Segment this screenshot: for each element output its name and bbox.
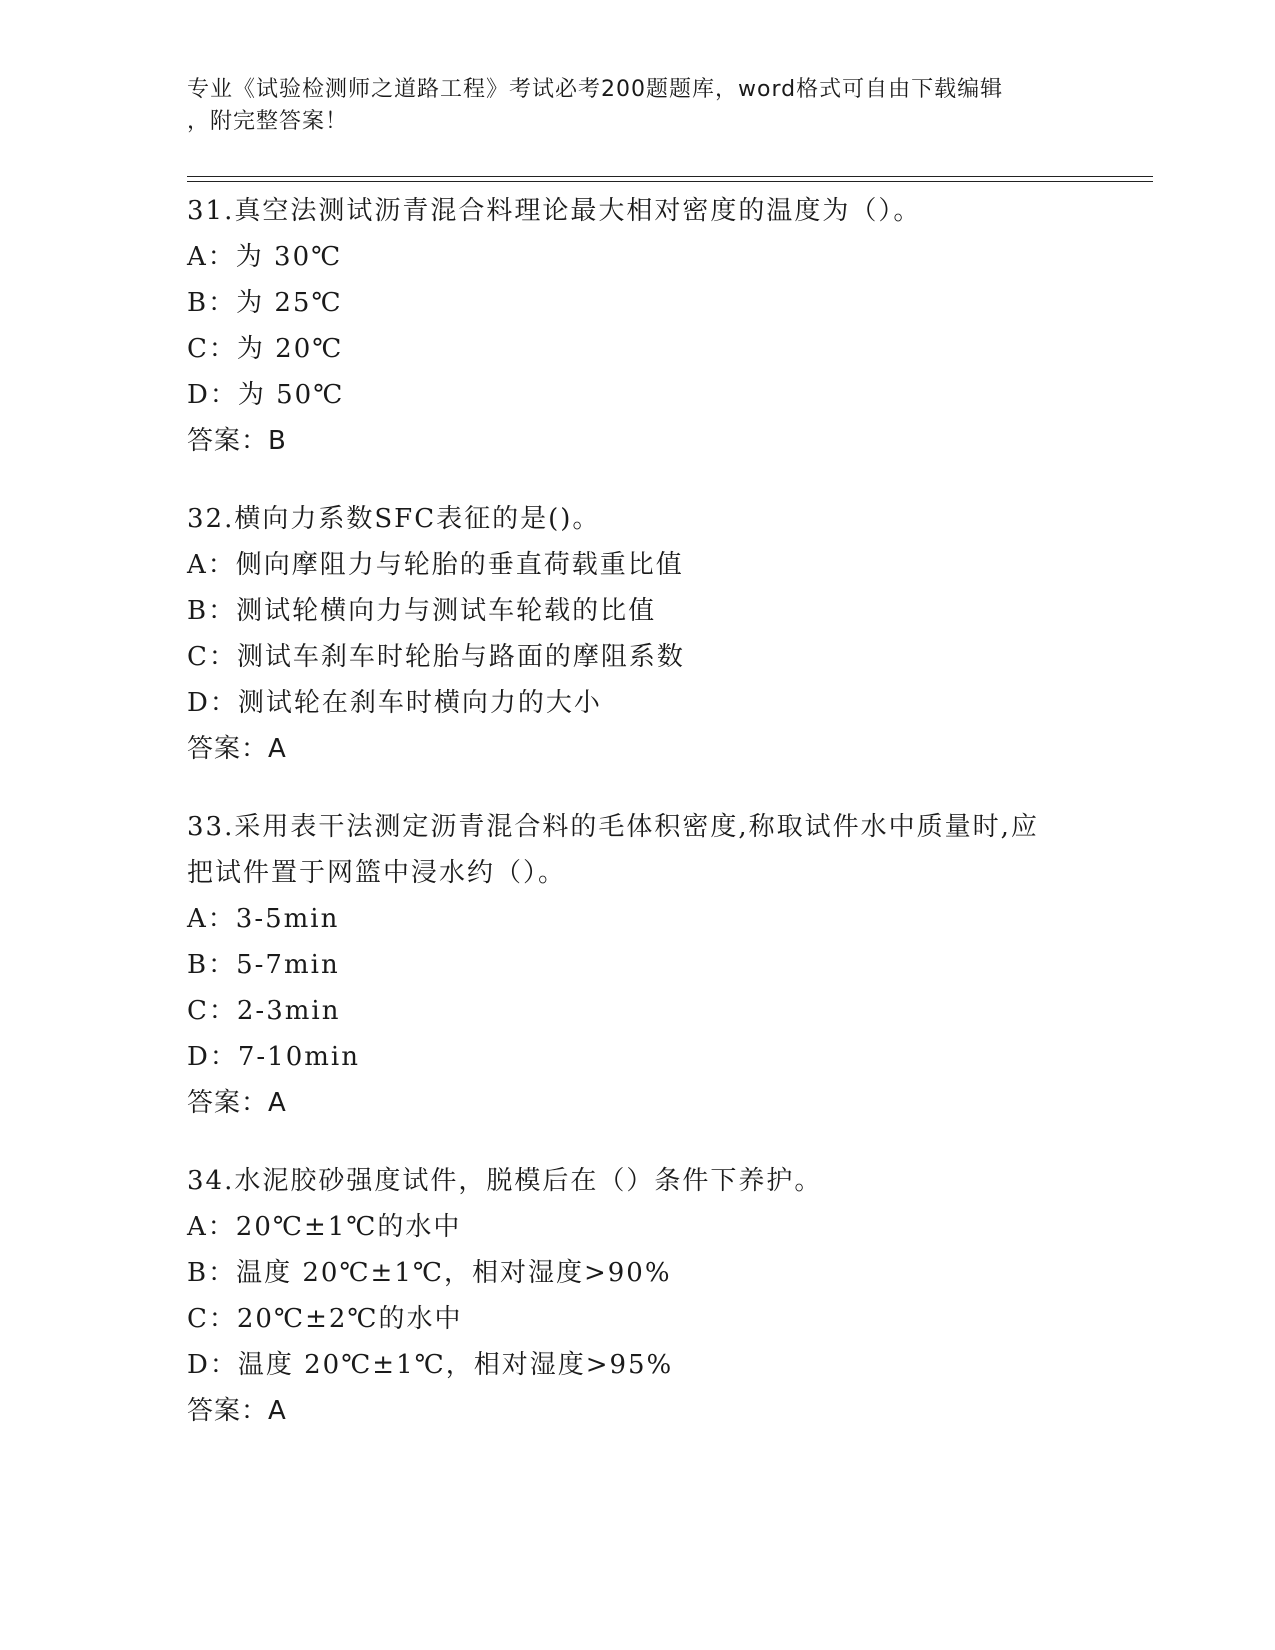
option-c: C：为 20℃ xyxy=(187,334,344,364)
option-c: C：测试车刹车时轮胎与路面的摩阻系数 xyxy=(187,642,685,672)
question-title: 31.真空法测试沥青混合料理论最大相对密度的温度为（）。 xyxy=(187,196,922,226)
option-d: D：测试轮在刹车时横向力的大小 xyxy=(187,688,602,718)
question-31 xyxy=(187,188,1087,464)
question-title: 33.采用表干法测定沥青混合料的毛体积密度,称取试件水中质量时,应 xyxy=(187,812,1039,842)
answer: 答案：A xyxy=(187,1396,287,1426)
question-33 xyxy=(187,804,1087,1126)
question-title: 34.水泥胶砂强度试件，脱模后在（）条件下养护。 xyxy=(187,1166,823,1196)
question-34 xyxy=(187,1158,1087,1434)
header-line-1: 专业《试验检测师之道路工程》考试必考200题题库，word格式可自由下载编辑 xyxy=(187,77,1004,102)
option-c: C：2-3min xyxy=(187,996,341,1026)
option-a: A：为 30℃ xyxy=(187,242,343,272)
option-b: B：测试轮横向力与测试车轮载的比值 xyxy=(187,596,657,626)
option-d: D：为 50℃ xyxy=(187,380,345,410)
answer: 答案：A xyxy=(187,734,287,764)
answer: 答案：A xyxy=(187,1088,287,1118)
header-line-2: ，附完整答案！ xyxy=(187,109,349,134)
option-a: A：侧向摩阻力与轮胎的垂直荷载重比值 xyxy=(187,550,684,580)
option-d: D：温度 20℃±1℃，相对湿度>95% xyxy=(187,1350,674,1380)
option-c: C：20℃±2℃的水中 xyxy=(187,1304,463,1334)
question-title: 32.横向力系数SFC表征的是()。 xyxy=(187,504,601,534)
question-32 xyxy=(187,496,1087,772)
option-d: D：7-10min xyxy=(187,1042,360,1072)
option-a: A：20℃±1℃的水中 xyxy=(187,1212,462,1242)
option-b: B：5-7min xyxy=(187,950,340,980)
answer: 答案：B xyxy=(187,426,287,456)
document-header xyxy=(187,74,1067,138)
header-divider-top xyxy=(187,176,1153,177)
option-b: B：温度 20℃±1℃，相对湿度>90% xyxy=(187,1258,672,1288)
question-title-continued: 把试件置于网篮中浸水约（）。 xyxy=(187,858,567,888)
option-b: B：为 25℃ xyxy=(187,288,343,318)
question-list xyxy=(187,188,1087,1466)
header-divider-bottom xyxy=(187,181,1153,182)
option-a: A：3-5min xyxy=(187,904,340,934)
